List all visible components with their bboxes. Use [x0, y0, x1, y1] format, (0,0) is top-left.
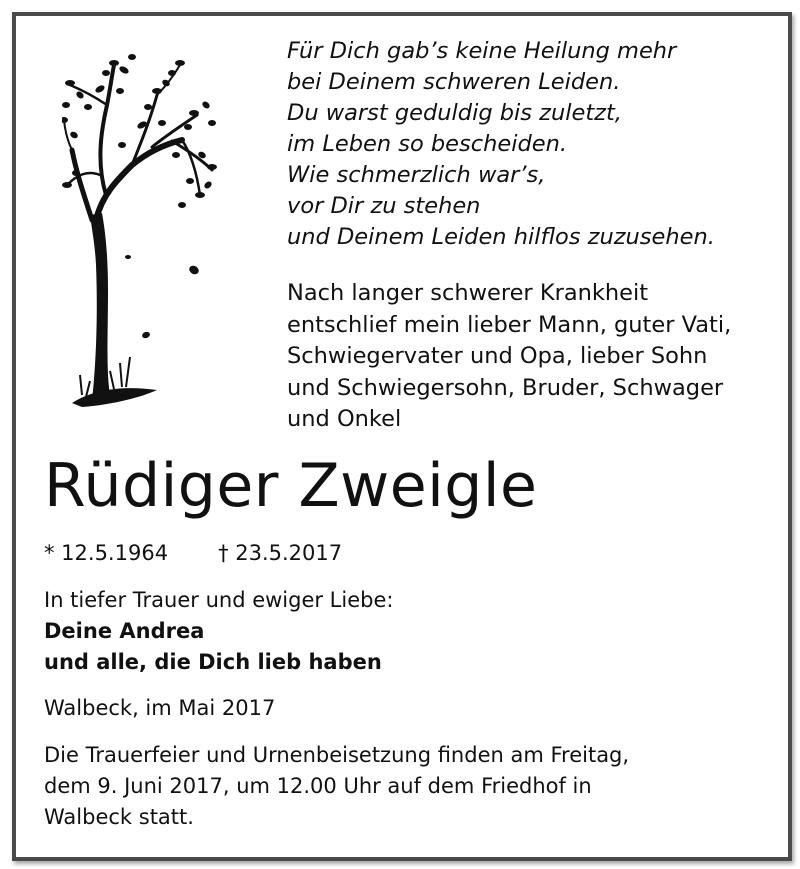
announcement-line: und Onkel — [287, 406, 402, 432]
poem-line: Du warst geduldig bis zuletzt, — [287, 100, 622, 126]
memorial-poem — [287, 36, 777, 253]
place-and-date: Walbeck, im Mai 2017 — [44, 696, 276, 720]
deceased-name: Rüdiger Zweigle — [44, 451, 538, 521]
birth-date: * 12.5.1964 — [44, 541, 169, 565]
announcement-line: und Schwiegersohn, Bruder, Schwager — [287, 374, 724, 401]
poem-line: vor Dir zu stehen — [287, 193, 481, 219]
announcement-text — [287, 278, 777, 436]
poem-line: bei Deinem schweren Leiden. — [287, 69, 621, 95]
mourners-block — [44, 585, 393, 678]
poem-line: im Leben so bescheiden. — [287, 131, 567, 157]
life-dates — [44, 538, 342, 568]
poem-line: und Deinem Leiden hilflos zuzusehen. — [287, 224, 715, 250]
signer-primary: Deine Andrea — [44, 619, 205, 643]
service-line: Walbeck statt. — [44, 805, 194, 829]
announcement-line: Schwiegervater und Opa, lieber Sohn — [287, 343, 708, 369]
service-line: dem 9. Juni 2017, um 12.00 Uhr auf dem Friedhof in — [44, 774, 592, 798]
poem-line: Für Dich gab’s keine Heilung mehr — [287, 38, 677, 64]
announcement-line: Nach langer schwerer Krankheit — [287, 280, 649, 306]
announcement-line: entschlief mein lieber Mann, guter Vati, — [287, 311, 732, 338]
funeral-service-info — [44, 740, 629, 833]
signer-others: und alle, die Dich lieb haben — [44, 650, 382, 674]
tree-with-falling-leaves-icon — [62, 45, 222, 410]
death-date: † 23.5.2017 — [218, 541, 343, 565]
service-line: Die Trauerfeier und Urnenbeisetzung finden am Freitag, — [44, 743, 630, 767]
poem-line: Wie schmerzlich war’s, — [287, 162, 546, 188]
mourning-line: In tiefer Trauer und ewiger Liebe: — [44, 588, 394, 612]
